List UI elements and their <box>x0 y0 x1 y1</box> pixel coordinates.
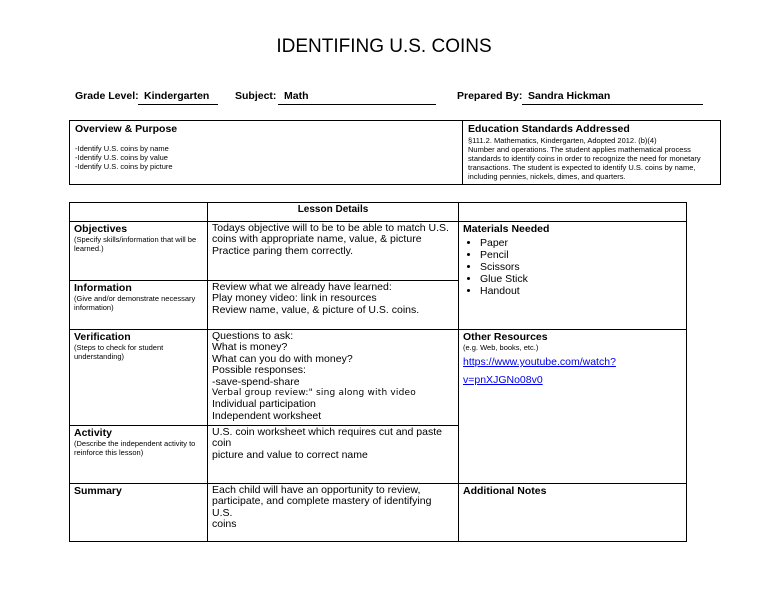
objectives-label-cell <box>70 222 208 281</box>
objectives-line: coins with appropriate name, value, & picture <box>212 233 422 246</box>
page-title: IDENTIFING U.S. COINS <box>276 36 492 57</box>
prepared-by-label: Prepared By: <box>457 90 523 102</box>
verification-line: Individual participation <box>212 398 316 411</box>
prepared-by-field[interactable]: Sandra Hickman <box>522 90 703 105</box>
activity-content <box>208 426 459 484</box>
resources-hint: (e.g. Web, books, etc.) <box>463 343 539 352</box>
objectives-content <box>208 222 459 281</box>
subject-label: Subject: <box>235 90 277 102</box>
materials-title: Materials Needed <box>463 223 550 235</box>
verification-line: Questions to ask: <box>212 330 294 342</box>
standards-line: including pennies, nickels, dimes, and quarters. <box>468 172 626 181</box>
grade-level-label: Grade Level: <box>75 90 139 102</box>
objectives-line: Practice paring them correctly. <box>212 244 354 257</box>
standards-line: Number and operations. The student applies mathematical process <box>468 145 691 154</box>
verification-content <box>208 330 459 426</box>
verification-line: What can you do with money? <box>212 352 353 365</box>
standards-line: standards to identify coins in order to recognize the need for monetary <box>468 154 701 163</box>
grade-level-field[interactable]: Kindergarten <box>138 90 218 105</box>
header-blank-cell <box>70 203 208 222</box>
additional-notes-title: Additional Notes <box>463 485 547 497</box>
header-blank-cell <box>459 203 687 222</box>
information-line: Review name, value, & picture of U.S. coins. <box>212 303 420 316</box>
activity-hint: (Describe the independent activity to reinforce this lesson) <box>74 439 196 457</box>
standards-box <box>462 120 721 185</box>
overview-item: -Identify U.S. coins by name <box>75 144 169 153</box>
verification-line: Independent worksheet <box>212 409 322 422</box>
verification-line: What is money? <box>212 341 288 354</box>
information-line: Play money video: link in resources <box>212 292 377 305</box>
objectives-line: Todays objective will to be to be able to match U.S. <box>212 222 449 234</box>
information-content <box>208 281 459 330</box>
materials-item: • Glue Stick <box>480 273 682 285</box>
verification-title: Verification <box>74 331 131 343</box>
materials-item: • Handout <box>480 285 682 297</box>
summary-title: Summary <box>74 485 122 497</box>
verification-verbal-review: Verbal group review:" sing along with video <box>212 388 416 399</box>
activity-title: Activity <box>74 427 112 439</box>
lesson-details-table <box>69 202 687 542</box>
summary-line: Each child will have an opportunity to review, <box>212 484 421 496</box>
overview-list <box>75 144 173 171</box>
verification-line: Possible responses: <box>212 364 306 377</box>
subject-field[interactable]: Math <box>278 90 436 105</box>
materials-item: • Paper <box>480 237 682 249</box>
information-hint: (Give and/or demonstrate necessary information) <box>74 294 196 312</box>
overview-box <box>69 120 463 185</box>
materials-cell <box>459 222 687 330</box>
standards-text <box>468 136 720 181</box>
information-label-cell <box>70 281 208 330</box>
materials-item: • Pencil <box>480 249 682 261</box>
information-line: Review what we already have learned: <box>212 281 392 293</box>
activity-line: picture and value to correct name <box>212 448 368 461</box>
overview-item: -Identify U.S. coins by value <box>75 153 168 162</box>
summary-line: participate, and complete mastery of identifying U.S. <box>212 495 432 519</box>
activity-line: U.S. coin worksheet which requires cut and paste coin <box>212 426 442 450</box>
objectives-title: Objectives <box>74 223 128 235</box>
standards-line: §111.2. Mathematics, Kindergarten, Adopted 2012. (b)(4) <box>468 136 657 145</box>
materials-item: • Scissors <box>480 261 682 273</box>
summary-content <box>208 484 459 542</box>
summary-line: coins <box>212 518 237 531</box>
overview-title: Overview & Purpose <box>75 123 178 135</box>
resources-title: Other Resources <box>463 331 548 343</box>
information-title: Information <box>74 282 132 294</box>
resources-cell <box>459 330 687 484</box>
standards-title: Education Standards Addressed <box>468 123 630 135</box>
overview-item: -Identify U.S. coins by picture <box>75 162 173 171</box>
verification-label-cell <box>70 330 208 426</box>
youtube-video-link[interactable]: https://www.youtube.com/watch?v=pnXJGNo08v0 <box>463 356 616 386</box>
verification-hint: (Steps to check for student understanding) <box>74 343 164 361</box>
verification-line: -save-spend-share <box>212 375 300 388</box>
materials-list <box>463 237 682 297</box>
summary-label-cell <box>70 484 208 542</box>
activity-label-cell <box>70 426 208 484</box>
standards-line: transactions. The student is expected to identify U.S. coins by name, <box>468 163 696 172</box>
lesson-details-header: Lesson Details <box>208 203 459 222</box>
notes-cell <box>459 484 687 542</box>
objectives-hint: (Specify skills/information that will be learned.) <box>74 235 197 253</box>
